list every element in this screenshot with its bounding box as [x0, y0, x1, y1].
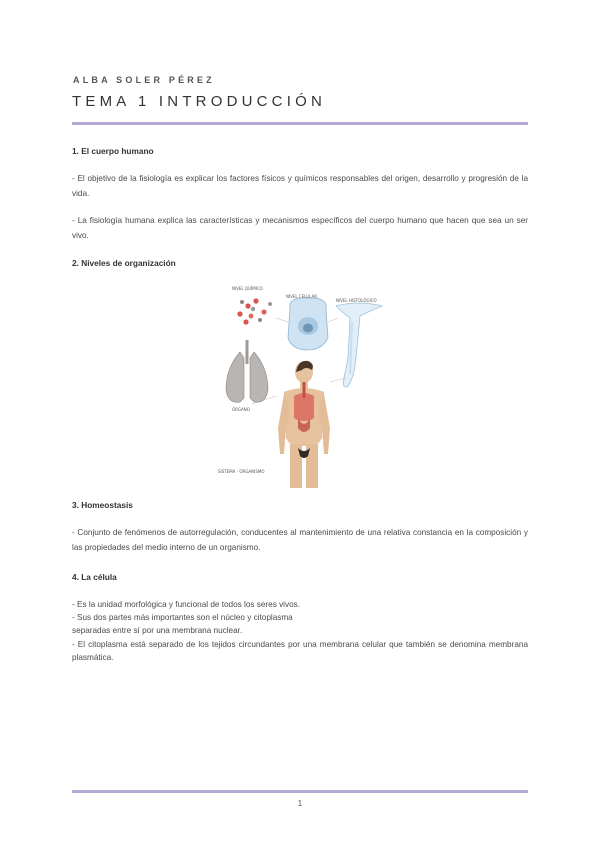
label-system-level: SISTEMA - ORGANISMO: [218, 469, 265, 474]
organ-level-lungs: [226, 340, 268, 402]
paragraph: - La fisiología humana explica las características y mecanismos específicos del cuerpo humano que hacen que sea un ser vivo.: [72, 216, 528, 240]
author-name: ALBA SOLER PÉREZ: [73, 75, 215, 85]
list-item: - Es la unidad morfológica y funcional de todos los seres vivos.: [72, 600, 301, 609]
organization-levels-figure: [218, 278, 388, 488]
section-heading-cuerpo-humano: 1. El cuerpo humano: [72, 146, 154, 156]
tissue-level-vessel: [336, 303, 382, 387]
paragraph: - El objetivo de la fisiología es explicar los factores físicos y químicos responsables del origen, desarrollo y progresión de la vida.: [72, 174, 528, 198]
paragraph: - Conjunto de fenómenos de autorregulación, conducentes al mantenimiento de una relativa constancia en la composición y las propiedades del medio interno de un organismo.: [72, 528, 528, 552]
section-heading-niveles: 2. Niveles de organización: [72, 258, 176, 268]
label-cellular-level: NIVEL CELULAR: [286, 294, 318, 299]
page-title: TEMA 1 INTRODUCCIÓN: [72, 93, 326, 110]
page-number: 1: [297, 799, 303, 808]
section-heading-celula: 4. La célula: [72, 572, 117, 582]
label-chemical-level: NIVEL QUÍMICO: [232, 286, 263, 291]
footer-divider: [72, 790, 528, 793]
chemical-level-molecules: [237, 298, 272, 324]
cellular-level-cell: [288, 298, 328, 350]
system-level-human-body: [278, 361, 330, 488]
cell-list: [72, 598, 528, 664]
label-organ-level: ÓRGANO: [232, 407, 250, 412]
list-item: - El citoplasma está separado de los tejidos circundantes por una membrana celular que también se denomina membrana plasmática.: [72, 639, 528, 662]
label-tissue-level: NIVEL HISTOLÓGICO: [336, 298, 377, 303]
section-heading-homeostasis: 3. Homeostasis: [72, 500, 133, 510]
header-divider: [72, 122, 528, 125]
list-item: - Sus dos partes más importantes son el núcleo y citoplasma: [72, 613, 293, 623]
list-item: separadas entre sí por una membrana nuclear.: [72, 626, 243, 636]
